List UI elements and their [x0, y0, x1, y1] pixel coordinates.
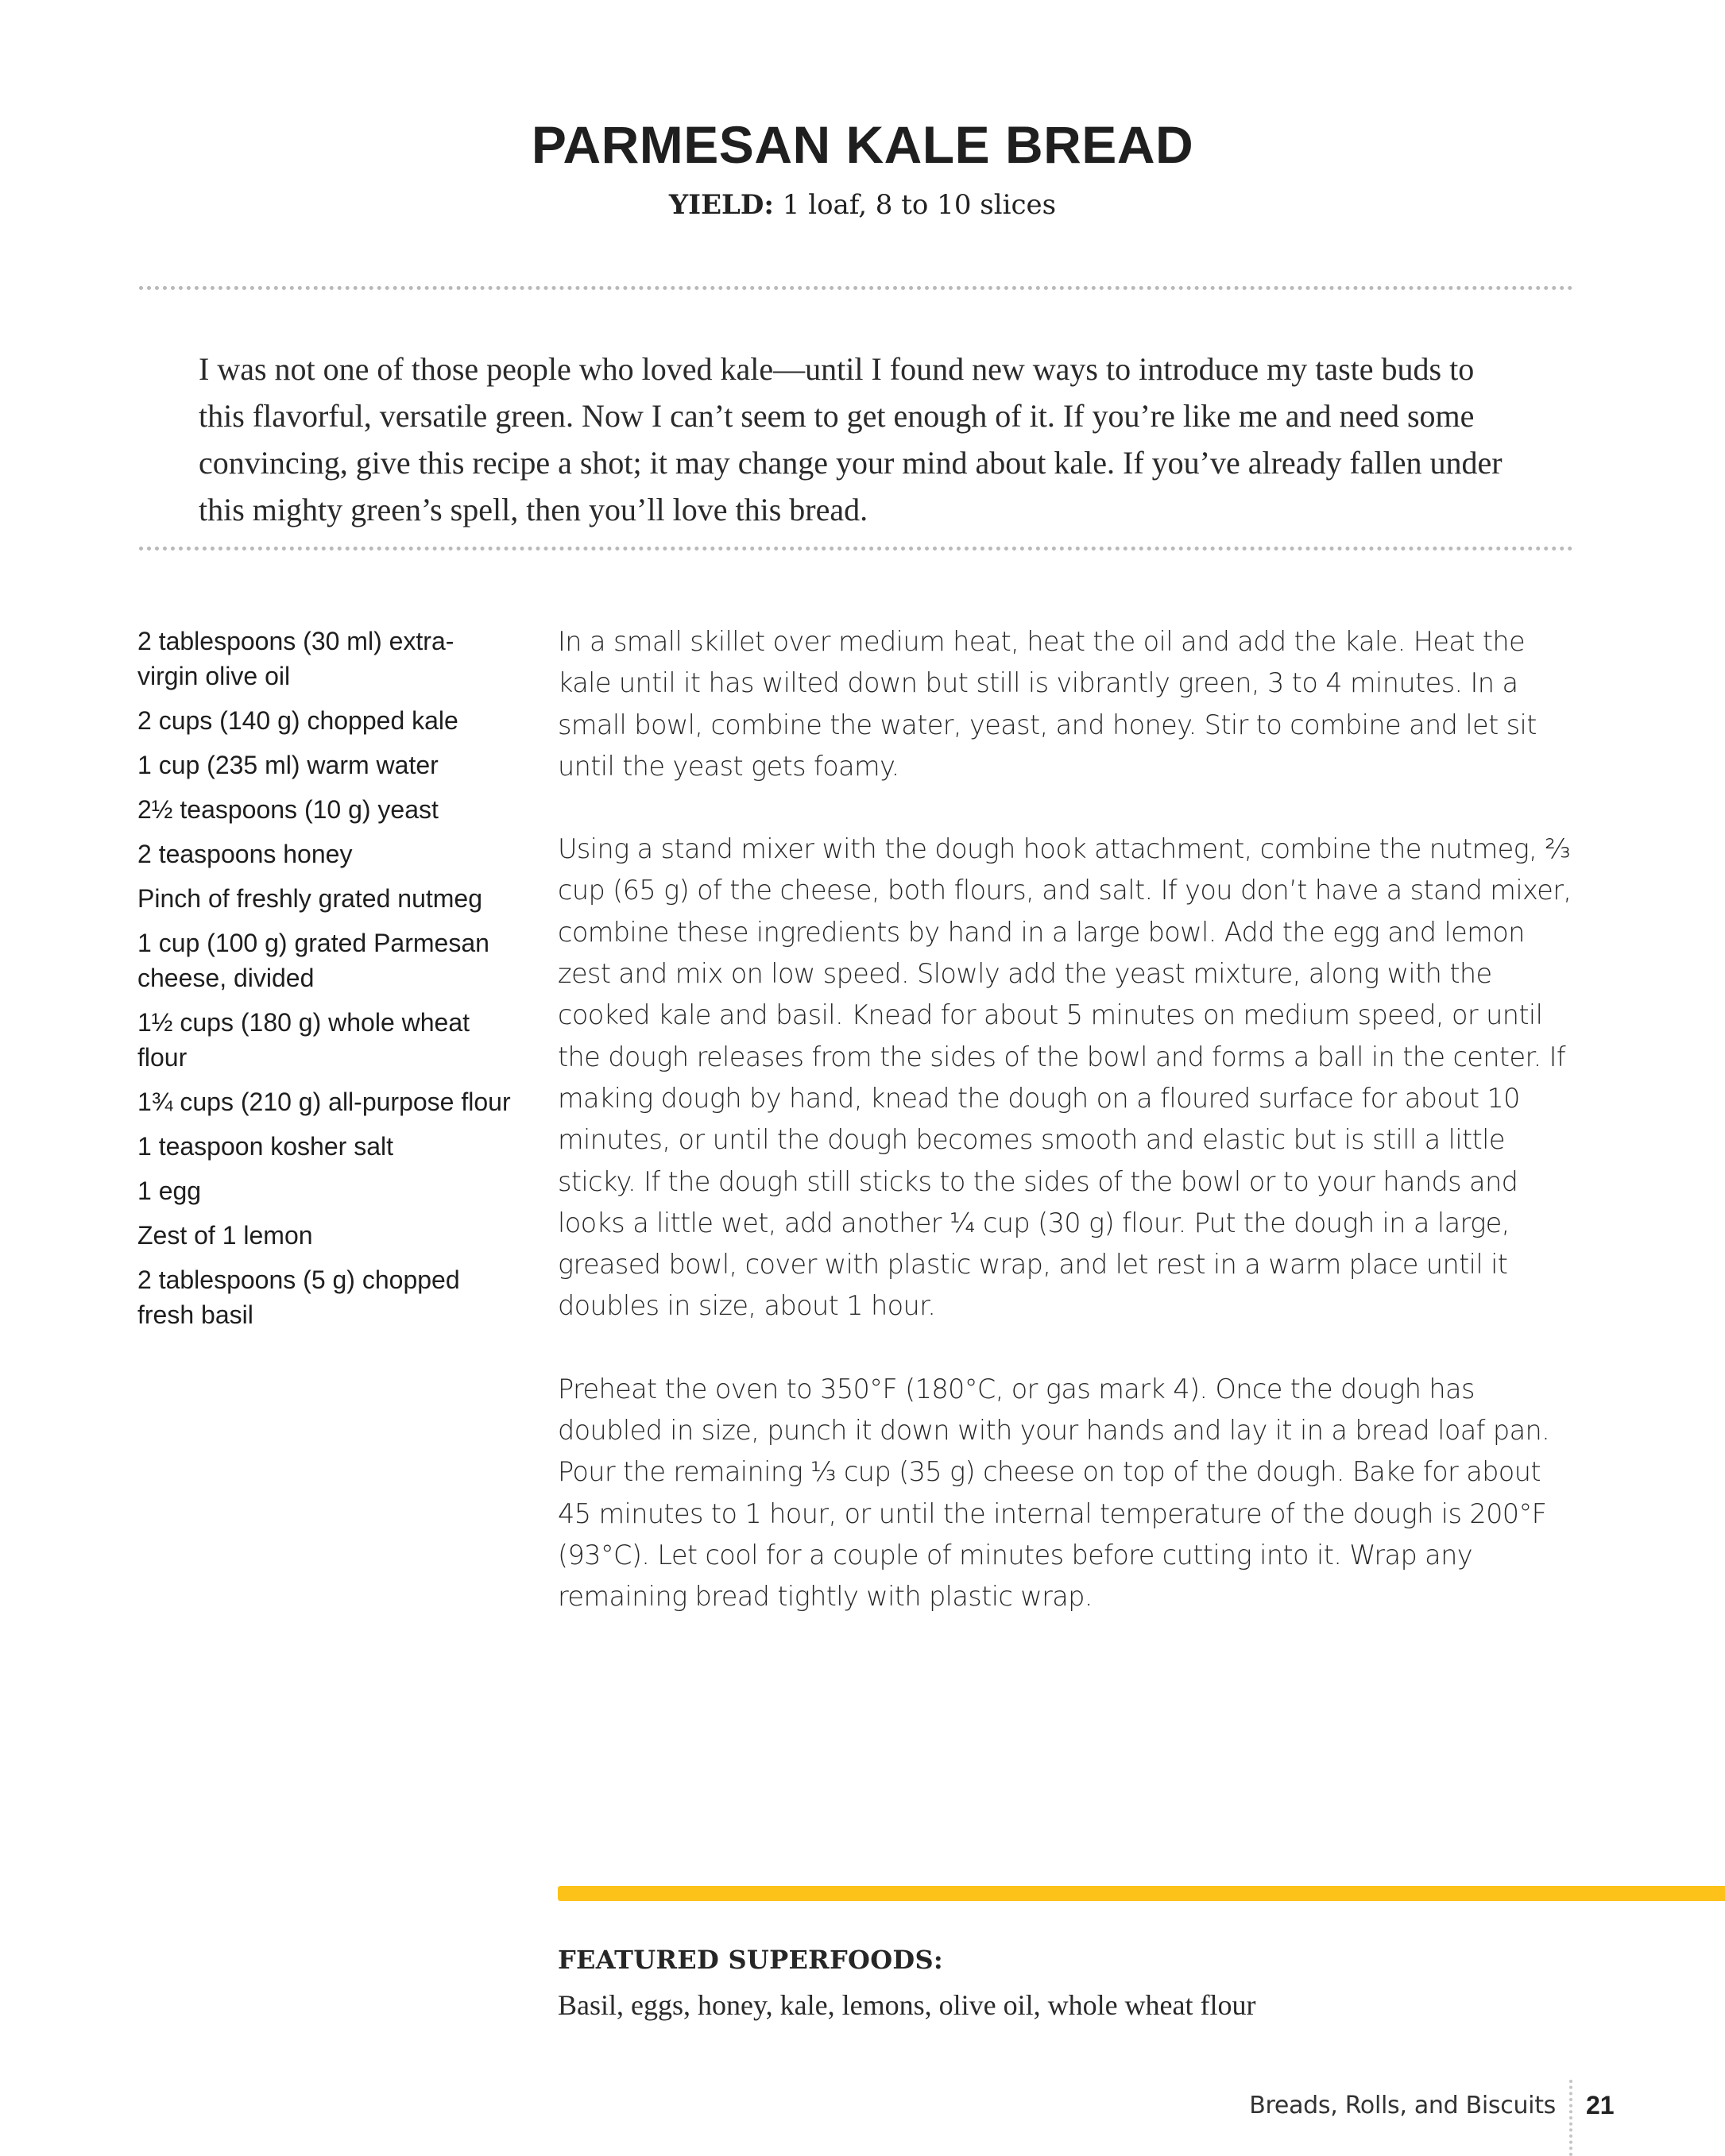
featured-superfoods-list: Basil, eggs, honey, kale, lemons, olive oil, whole wheat flour	[558, 1989, 1256, 2021]
divider-bottom	[139, 547, 1573, 551]
intro-paragraph: I was not one of those people who loved kale—until I found new ways to introduce my taste buds to this flavorful, versatile green. Now I can’t seem to get enough of it. If you’re like me and need some convincing, give this recipe a shot; it may change your mind about kale. If you’ve already fallen under this mighty green’s spell, then you’ll love this bread.	[199, 351, 1503, 527]
ingredient-item: 1 teaspoon kosher salt	[137, 1132, 393, 1161]
yield-value: 1 loaf, 8 to 10 slices	[782, 189, 1057, 221]
yield-line	[0, 189, 1725, 221]
ingredient-item: 2½ teaspoons (10 g) yeast	[137, 795, 439, 824]
direction-step: Preheat the oven to 350°F (180°C, or gas mark 4). Once the dough has doubled in size, punch it down with your hands and lay it in a bread loaf pan. Pour the remaining ⅓ cup (35 g) cheese on top of the dough. Bake for about 45 minutes to 1 hour, or until the internal temperature of the dough is 200°F (93°C). Let cool for a couple of minutes before cutting into it. Wrap any remaining bread tightly with plastic wrap.	[558, 1373, 1550, 1613]
featured-superfoods-heading: FEATURED SUPERFOODS:	[558, 1945, 943, 1975]
ingredient-item: 2 teaspoons honey	[137, 840, 353, 868]
recipe-title: PARMESAN KALE BREAD	[531, 115, 1194, 175]
ingredient-item: Pinch of freshly grated nutmeg	[137, 884, 483, 913]
footer-section-title: Breads, Rolls, and Biscuits	[1249, 2092, 1556, 2119]
direction-step: In a small skillet over medium heat, heat the oil and add the kale. Heat the kale until it has wilted down but still is vibrantly green, 3 to 4 minutes. In a small bowl, combine the water, yeast, and honey. Stir to combine and let sit until the yeast gets foamy.	[558, 626, 1537, 782]
ingredient-item: 2 cups (140 g) chopped kale	[137, 706, 458, 735]
accent-bar	[558, 1886, 1725, 1901]
direction-step: Using a stand mixer with the dough hook attachment, combine the nutmeg, ⅔ cup (65 g) of the cheese, both flours, and salt. If you don’t have a stand mixer, combine these ingredients by hand in a large bowl. Add the egg and lemon zest and mix on low speed. Slowly add the yeast mixture, along with the cooked kale and basil. Knead for about 5 minutes on medium speed, or until the dough releases from the sides of the bowl and forms a ball in the center. If making dough by hand, knead the dough on a floured surface for about 10 minutes, or until the dough becomes smooth and elastic but is still a little sticky. If the dough still sticks to the sides of the bowl or to your hands and looks a little wet, add another ¼ cup (30 g) flour. Put the dough in a large, greased bowl, cover with plastic wrap, and let rest in a warm place until it doubles in size, about 1 hour.	[558, 833, 1572, 1322]
ingredient-item: 1 egg	[137, 1177, 202, 1205]
footer-divider	[1569, 2080, 1572, 2156]
ingredient-item: 1¾ cups (210 g) all-purpose flour	[137, 1088, 511, 1116]
divider-top	[139, 286, 1573, 290]
ingredient-item: 1 cup (235 ml) warm water	[137, 751, 439, 779]
ingredient-item: 2 tablespoons (30 ml) extra-virgin olive oil	[137, 627, 454, 690]
ingredient-item: Zest of 1 lemon	[137, 1221, 313, 1250]
ingredient-item: 1 cup (100 g) grated Parmesan cheese, divided	[137, 929, 489, 992]
ingredient-item: 2 tablespoons (5 g) chopped fresh basil	[137, 1265, 460, 1329]
yield-label: YIELD:	[668, 189, 774, 221]
ingredients-list	[137, 624, 511, 1342]
page-number: 21	[1586, 2091, 1615, 2119]
ingredient-item: 1½ cups (180 g) whole wheat flour	[137, 1008, 470, 1072]
directions	[558, 621, 1575, 1660]
